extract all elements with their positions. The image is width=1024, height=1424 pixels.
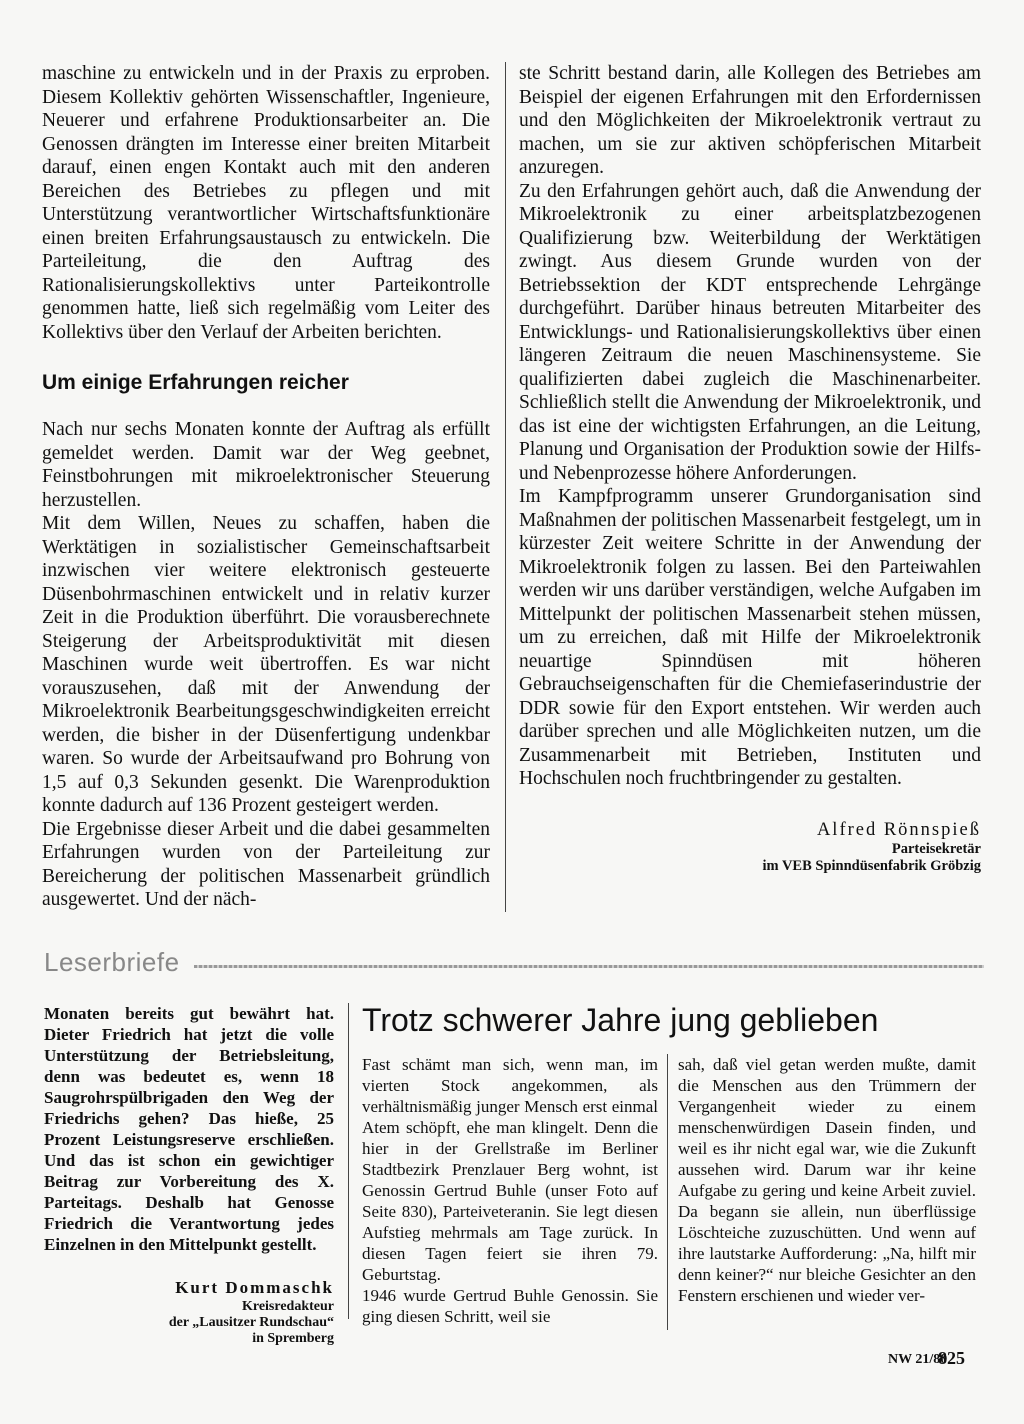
paragraph: Nach nur sechs Monaten konnte der Auftrag als erfüllt gemeldet werden. Damit war der Weg geebnet, Feinstbohrungen mit mikroelektronischer Steuerung herzustellen. [42,419,490,511]
paragraph: Zu den Erfahrungen gehört auch, daß die Anwendung der Mikroelektronik zu einer arbeitsplatzbezogenen Qualifizierung bzw. Weiterbildung der Werktätigen zwingt. Aus diesem Grunde wurden von der Betriebssektion der KDT entsprechende Lehrgänge durchgeführt. Darüber hinaus betreuten Mitarbeiter des Entwicklungs- und Rationalisierungskollektivs über einen längeren Zeitraum die neuen Maschinensysteme. Sie qualifizierten dabei zugleich die Maschinenarbeiter. Schließlich stellt die Anwendung der Mikroelektronik, und das ist eine der wichtigsten Erfahrungen, an die Leitung, Planung und Organisation der Produktion sowie der Hilfs- und Nebenprozesse höhere Anforderungen. [519,180,981,484]
letter-author-affiliation: der „Lausitzer Rundschau“ [168,1315,334,1330]
paragraph: 1946 wurde Gertrud Buhle Genossin. Sie ging diesen Schritt, weil sie [362,1286,658,1326]
issue-label: NW 21/80 [888,1352,948,1367]
letter-author-role: Kreisredakteur [241,1299,334,1314]
author-role: Parteisekretär [891,840,981,857]
letter-author-location: in Spremberg [252,1331,334,1346]
section-heading: Um einige Erfahrungen reicher [42,371,349,394]
letter-right-column [678,1054,976,1306]
letter-author-name: Kurt Dommaschk [175,1278,334,1297]
letter-left-column [44,1003,334,1347]
paragraph: ste Schritt bestand darin, alle Kollegen des Betriebes am Beispiel der eigenen Erfahrungen mit den Erfordernissen und den Möglichkeiten der Mikroelektronik vertraut zu machen, um sie zur aktiven schöpferischen Mitarbeit anzuregen. [519,63,981,178]
column-divider [505,62,506,912]
paragraph: sah, daß viel getan werden mußte, damit die Menschen aus den Trümmern der Vergangenheit wieder zu einem menschenwürdigen Dasein finden, und weil es ihr nicht egal war, wie die Zukunft aussehen wird. Darum war ihr keine Aufgabe zu gering und keine Arbeit zuviel. Da begann sie allein, nun überflüssige Löschteiche zuzuschütten. Und wenn auf ihre lautstarke Aufforderung: „Na, hilft mir denn keiner?“ nur bleiche Gesichter an den Fenstern erschienen und wieder ver- [678,1055,976,1305]
letter-signature [44,1277,334,1347]
paragraph: Fast schämt man sich, wenn man, im vierten Stock angekommen, als verhältnismäßig junger Mensch erst einmal Atem schöpft, ehe man klingelt. Denn die hier in der Grellstraße im Berliner Stadtbezirk Prenzlauer Berg wohnt, ist Genossin Gertrud Buhle (unser Foto auf Seite 830), Parteiveteranin. Sie legt diesen Aufstieg mehrmals am Tage zurück. In diesen Tagen feiert sie ihren 79. Geburtstag. [362,1055,658,1284]
paragraph: maschine zu entwickeln und in der Praxis zu erproben. Diesem Kollektiv gehörten Wissenschaftler, Ingenieure, Neuerer und erfahrene Produktionsarbeiter an. Die Genossen drängten im Interesse einer breiten Mitarbeit darauf, einen engen Kontakt auch mit den anderen Bereichen des Betriebes zu pflegen und mit Unterstützung verantwortlicher Wirtschaftsfunktionäre einen breiten Erfahrungsaustausch zu entwickeln. Die Parteileitung, die den Auftrag des Rationalisierungskollektivs unter Parteikontrolle genommen hatte, ließ sich regelmäßig vom Leiter des Kollektivs über den Verlauf der Arbeiten berichten. [42,63,490,343]
paragraph: Im Kampfprogramm unserer Grundorganisation sind Maßnahmen der politischen Massenarbeit festgelegt, um in kürzester Zeit weitere Schritte in der Anwendung der Mikroelektronik folgen zu lassen. Bei den Parteiwahlen werden wir uns darüber verständigen, welche Aufgaben im Mittelpunkt der politischen Massenarbeit stehen müssen, um zu erreichen, daß mit Hilfe der Mikroelektronik neuartige Spinndüsen mit höheren Gebrauchseigenschaften für die Chemiefaserindustrie der DDR sowie für den Export entstehen. Wir werden auch darüber sprechen und alle Möglichkeiten nutzen, um die Zusammenarbeit mit Betrieben, Instituten und Hochschulen noch fruchtbringender zu gestalten. [519,486,981,789]
letter-middle-column [362,1054,658,1327]
article-column-left [42,62,490,912]
article-title: Trotz schwerer Jahre jung geblieben [362,1002,879,1038]
column-divider [667,1054,668,1330]
author-affiliation: im VEB Spinndüsenfabrik Gröbzig [762,857,981,874]
column-divider [348,1003,349,1319]
section-label: Leserbriefe [44,946,180,977]
paragraph: Mit dem Willen, Neues zu schaffen, haben die Werktätigen in sozialistischer Gemeinschaftsarbeit inzwischen vier weitere elektronisch gesteuerte Düsenbohrmaschinen entwickelt und in relativ kurzer Zeit in die Produktion überführt. Die vorausberechnete Steigerung der Arbeitsproduktivität mit diesen Maschinen wurde weit übertroffen. Es war nicht vorauszusehen, daß mit der Anwendung der Mikroelektronik Bearbeitungsgeschwindigkeiten erreicht werden, die bisher in der Düsenfertigung undenkbar waren. So wurde der Arbeitsaufwand pro Bohrung von 1,5 auf 0,3 Sekunden gesenkt. Die Warenproduktion konnte dadurch auf 136 Prozent gesteigert werden. [42,513,490,816]
article-column-right [519,62,981,875]
leserbriefe-header [44,944,984,980]
section-rule [194,965,984,968]
author-signature [519,819,981,875]
paragraph: Die Ergebnisse dieser Arbeit und die dabei gesammelten Erfahrungen wurden von der Parteileitung zur Bereicherung der politischen Massenarbeit gründlich ausgewertet. Und der näch- [42,818,490,910]
paragraph: Monaten bereits gut bewährt hat. Dieter Friedrich hat jetzt die volle Unterstützung der Betriebsleitung, denn was bedeutet es, wenn 18 Saugrohrspülbrigaden den Weg der Friedrichs gehen? Das hieße, 25 Prozent Leistungsreserve erschließen. Und das ist schon ein gewichtiger Beitrag zur Vorbereitung des X. Parteitags. Deshalb hat Genosse Friedrich die Verantwortung jedes Einzelnen in den Mittelpunkt gestellt. [44,1004,334,1254]
page-number: 825 [938,1348,965,1368]
author-name: Alfred Rönnspieß [816,819,981,840]
